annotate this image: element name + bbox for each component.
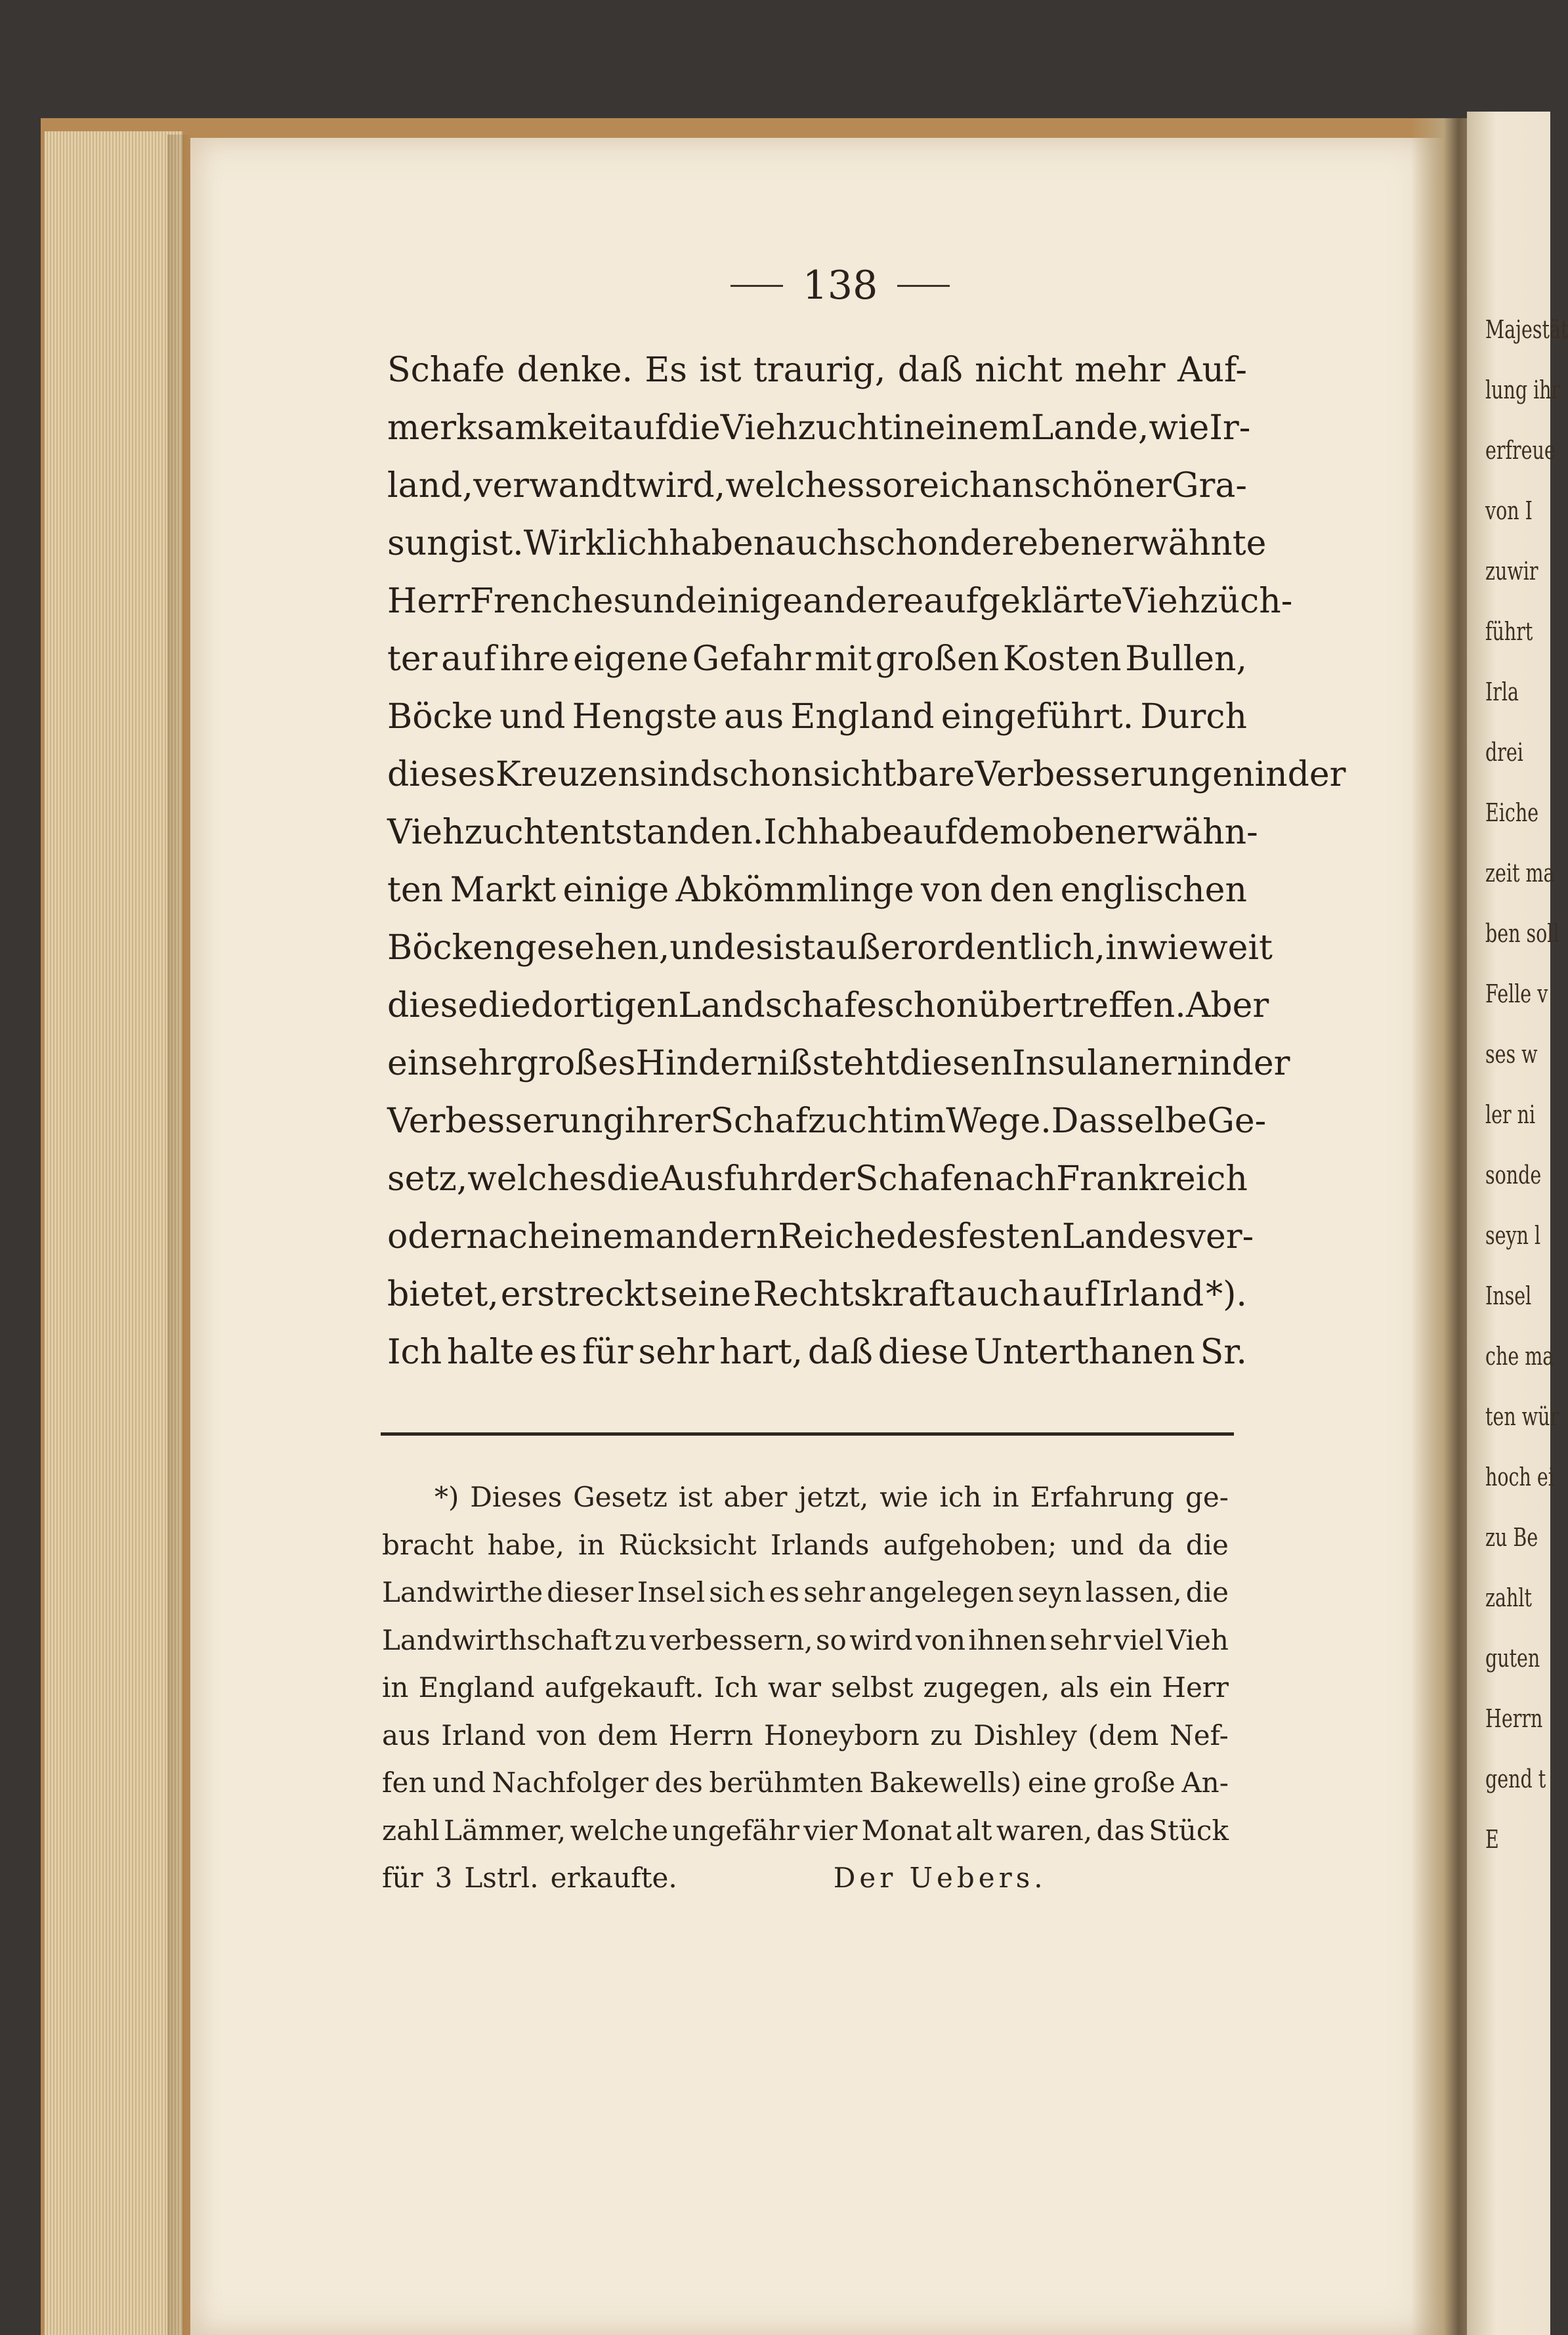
- footnote-line: fen und Nachfolger des berühmten Bakewells) eine große An-: [382, 1767, 1229, 1799]
- footnote-line: bracht habe, in Rücksicht Irlands aufgehoben; und da die: [382, 1528, 1229, 1561]
- page-header: [696, 259, 985, 312]
- text-line: Böcke und Hengste aus England eingeführt. Durch: [387, 697, 1247, 737]
- facing-page-fragment: [1467, 112, 1568, 2335]
- translator-signature: Der Uebers.: [833, 1862, 1047, 1894]
- text-line: setz, welches die Ausfuhr der Schafe nach Frankreich: [387, 1159, 1248, 1199]
- footnote-line: zahl Lämmer, welche ungefähr vier Monat alt waren, das Stück: [382, 1814, 1229, 1847]
- text-line: ter auf ihre eigene Gefahr mit großen Kosten Bullen,: [387, 639, 1247, 679]
- text-line: Schafe denke. Es ist traurig, daß nicht mehr Auf-: [387, 351, 1247, 390]
- footnote: [382, 1474, 1229, 1902]
- facing-text-fragment: Irla: [1485, 677, 1519, 706]
- footnote-line: in England aufgekauft. Ich war selbst zugegen, als ein Herr: [382, 1671, 1229, 1703]
- facing-text-fragment: che ma: [1485, 1342, 1554, 1371]
- text-line: sung ist. Wirklich haben auch schon der eben erwähnte: [387, 524, 1267, 563]
- facing-text-fragment: drei: [1485, 738, 1523, 767]
- text-line: Herr Frenches und einige andere aufgeklärte Viehzüch-: [387, 582, 1293, 621]
- footnote-line: für 3 Lstrl. erkaufte. Der Uebers.: [382, 1854, 1229, 1902]
- header-dash-right: [897, 285, 950, 287]
- footnote-divider: [381, 1432, 1234, 1436]
- facing-text-fragment: seyn l: [1485, 1221, 1541, 1250]
- main-text: [387, 341, 1346, 1381]
- facing-text-fragment: Herrn: [1485, 1704, 1543, 1733]
- text-line: diese die dortigen Landschafe schon übertreffen. Aber: [387, 986, 1269, 1025]
- facing-text-fragment: Majestät: [1485, 315, 1568, 344]
- facing-text-fragment: zuwir: [1485, 557, 1538, 586]
- facing-text-fragment: Felle v: [1485, 979, 1548, 1008]
- facing-text-fragment: Insel: [1485, 1281, 1532, 1310]
- facing-text-fragment: ten wür: [1485, 1402, 1559, 1431]
- facing-text-fragment: ben soll: [1485, 919, 1559, 948]
- facing-text-fragment: E: [1485, 1825, 1499, 1854]
- facing-text-fragment: hoch ei: [1485, 1463, 1554, 1491]
- facing-text-fragment: ler ni: [1485, 1100, 1536, 1129]
- header-dash-left: [731, 285, 783, 287]
- facing-text-fragment: sonde: [1485, 1161, 1542, 1189]
- facing-text-fragment: gend t: [1485, 1765, 1546, 1793]
- footnote-line: Landwirthe dieser Insel sich es sehr angelegen seyn lassen, die: [382, 1576, 1229, 1608]
- facing-text-fragment: lung ihr: [1485, 375, 1561, 404]
- facing-text-fragment: ses w: [1485, 1040, 1538, 1069]
- text-line: dieses Kreuzen sind schon sichtbare Verbesserungen in der: [387, 755, 1346, 794]
- page-number: 138: [802, 263, 878, 309]
- text-line: land, verwandt wird, welches so reich an schöner Gra-: [387, 466, 1247, 505]
- facing-text-fragment: zeit ma: [1485, 859, 1555, 888]
- footnote-line: Landwirthschaft zu verbessern, so wird von ihnen sehr viel Vieh: [382, 1623, 1229, 1656]
- text-line: ein sehr großes Hinderniß steht diesen Insulanern in der: [387, 1044, 1290, 1083]
- text-line: Ich halte es für sehr hart, daß diese Unterthanen Sr.: [387, 1333, 1247, 1372]
- facing-text-fragment: Eiche: [1485, 798, 1539, 827]
- text-line: merksamkeit auf die Viehzucht in einem Lande, wie Ir-: [387, 408, 1251, 448]
- footnote-line: *) Dieses Gesetz ist aber jetzt, wie ich in Erfahrung ge-: [434, 1481, 1229, 1513]
- facing-text-fragment: zu Be: [1485, 1523, 1538, 1552]
- page-edge-shadow: [167, 135, 194, 2335]
- page-edges: [45, 131, 182, 2335]
- text-line: oder nach einem andern Reiche des festen Landes ver-: [387, 1217, 1254, 1256]
- text-line: Verbesserung ihrer Schafzucht im Wege. Dasselbe Ge-: [387, 1102, 1267, 1141]
- book-gutter: [1411, 118, 1470, 2335]
- text-line: bietet, erstreckt seine Rechtskraft auch auf Irland *).: [387, 1275, 1247, 1314]
- footnote-line: aus Irland von dem Herrn Honeyborn zu Dishley (dem Nef-: [382, 1719, 1229, 1751]
- facing-text-fragment: guten: [1485, 1644, 1540, 1673]
- text-line: Viehzucht entstanden. Ich habe auf dem oben erwähn-: [387, 813, 1258, 852]
- facing-text-fragment: zahlt: [1485, 1583, 1532, 1612]
- facing-text-fragment: führt: [1485, 617, 1533, 646]
- facing-text-fragment: von I: [1485, 496, 1533, 525]
- text-line: Böcken gesehen, und es ist außerordentlich, in wie weit: [387, 928, 1273, 968]
- facing-text-fragment: erfreue: [1485, 436, 1556, 465]
- text-line: ten Markt einige Abkömmlinge von den englischen: [387, 870, 1247, 910]
